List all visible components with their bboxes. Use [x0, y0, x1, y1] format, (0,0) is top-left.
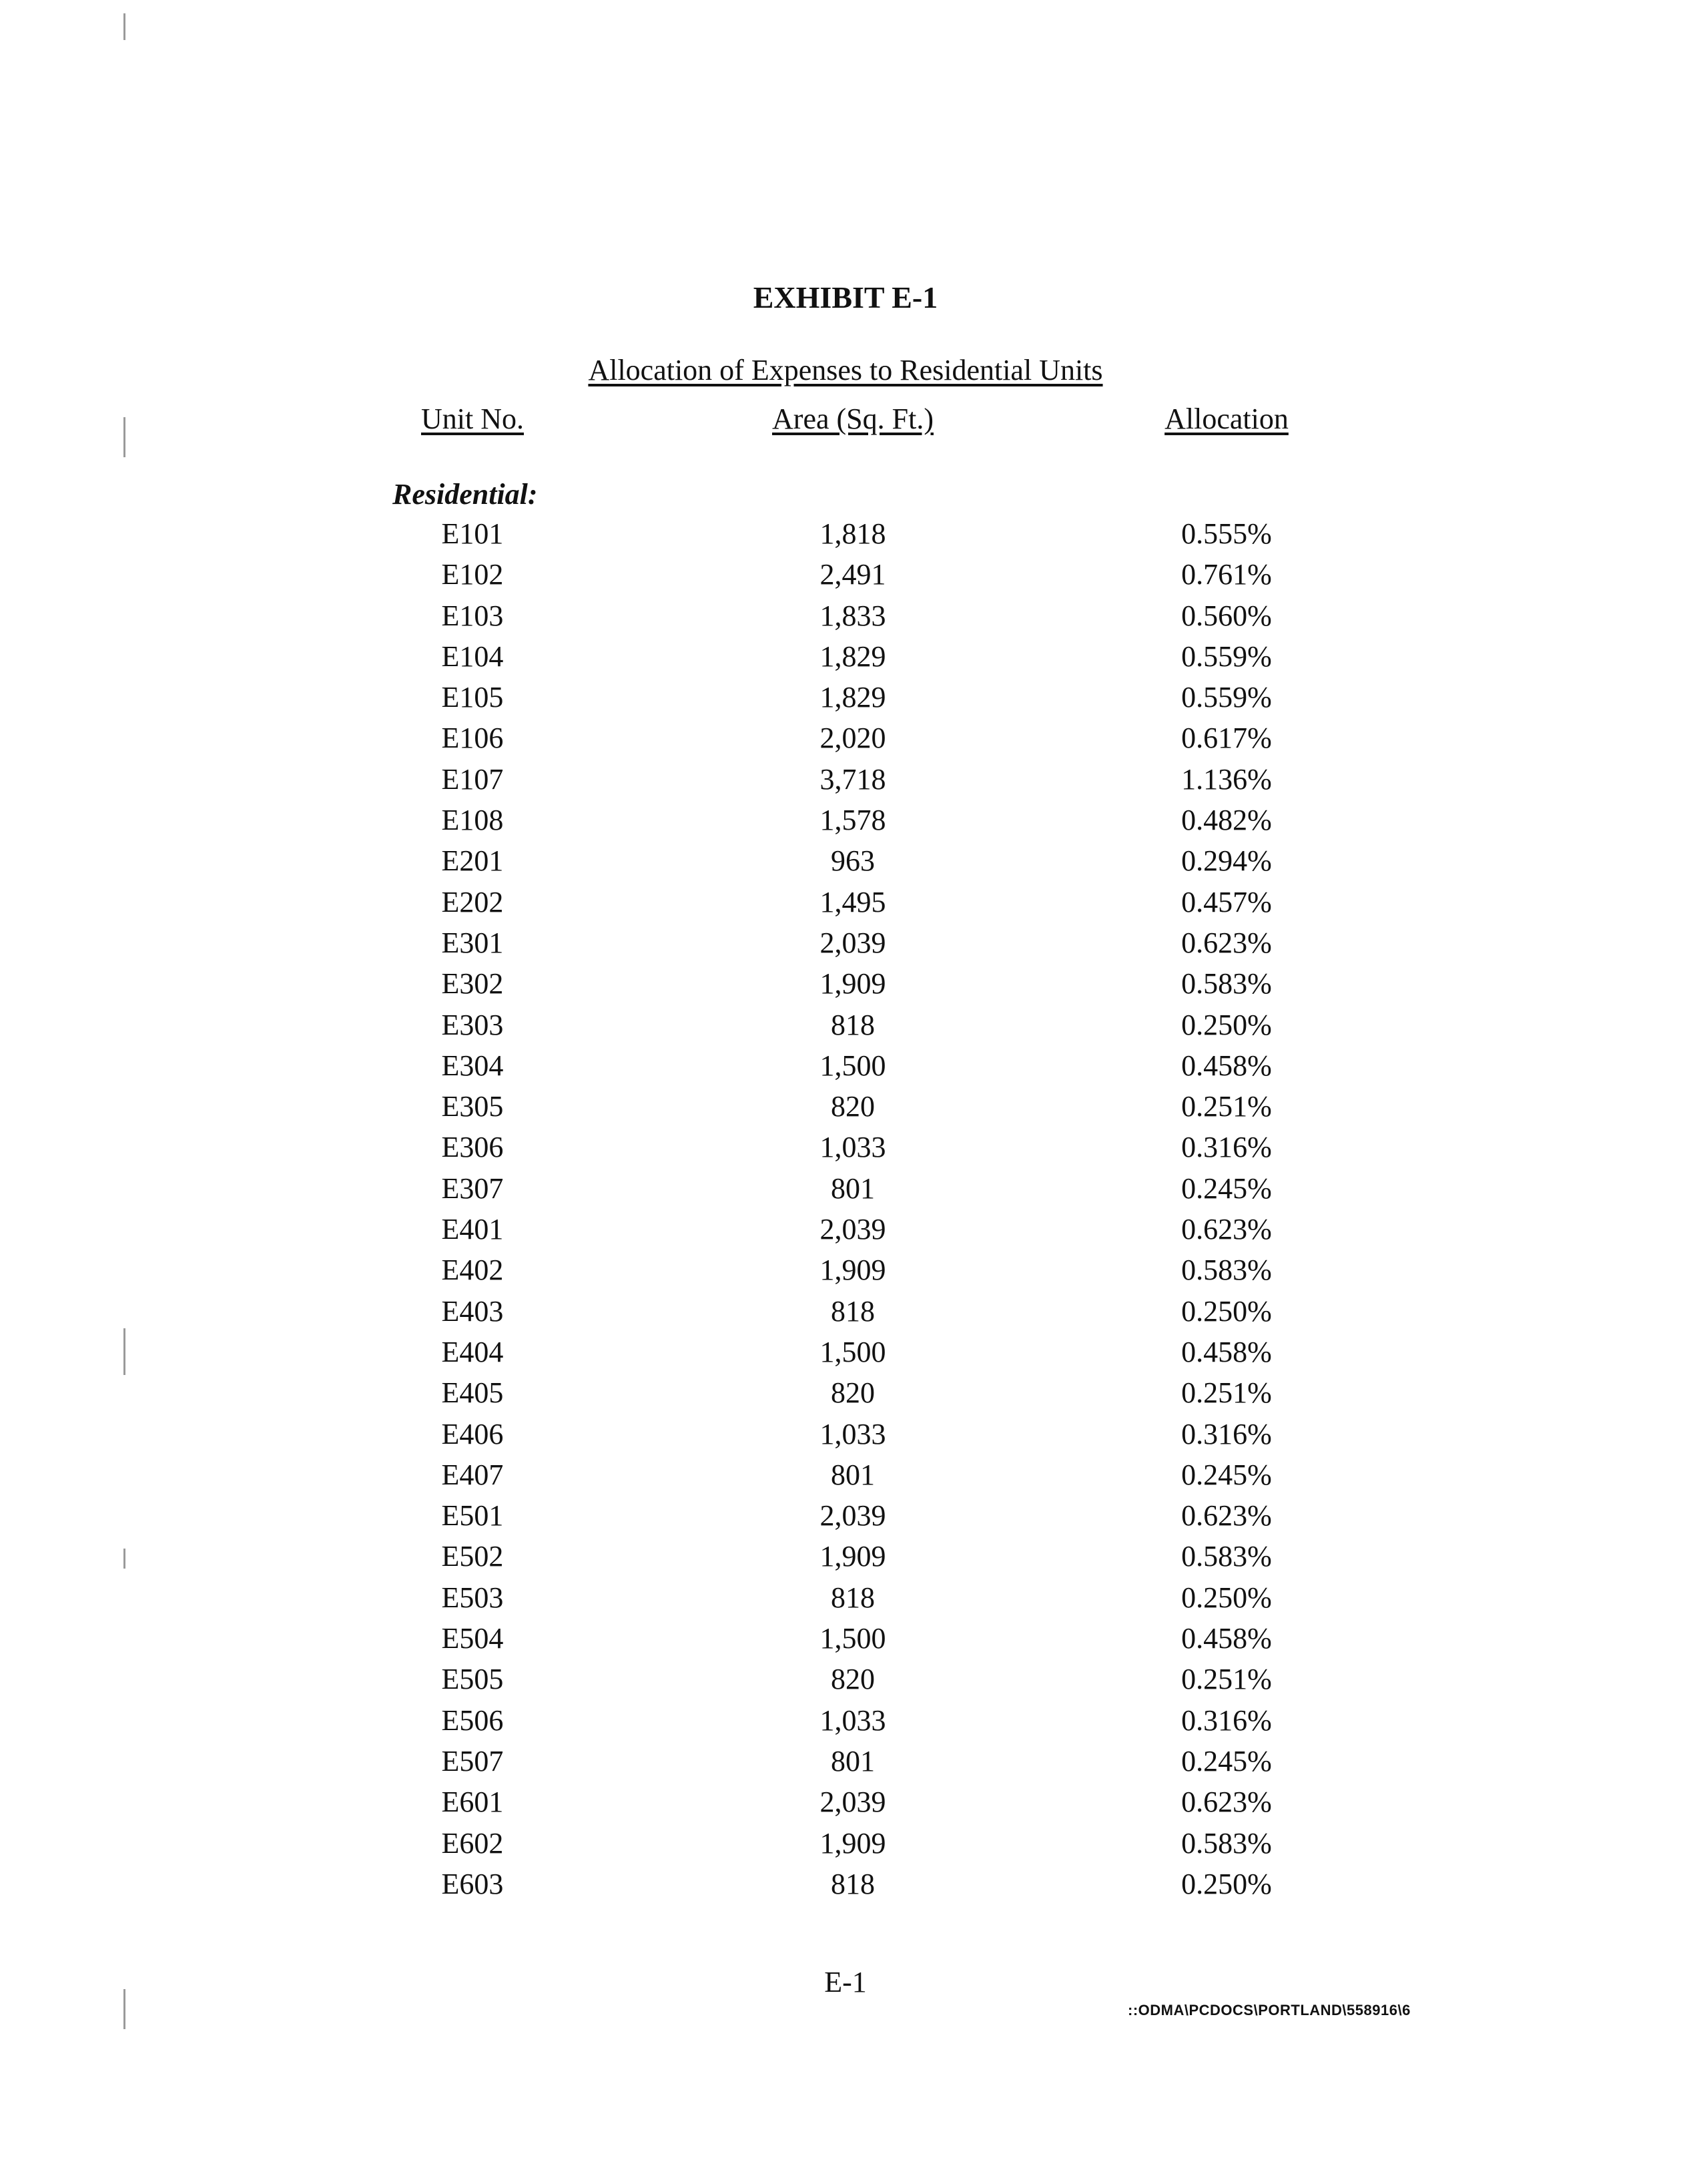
area-cell: 2,039 — [819, 1213, 886, 1246]
unit-no-cell: E202 — [441, 885, 504, 918]
table-row — [0, 1866, 1691, 1907]
unit-no-cell: E501 — [441, 1499, 504, 1533]
area-cell: 818 — [831, 1008, 875, 1041]
scan-speck — [123, 13, 125, 40]
scan-speck — [123, 1549, 125, 1569]
unit-no-cell: E503 — [441, 1581, 504, 1614]
table-row — [0, 1129, 1691, 1170]
allocation-cell: 0.250% — [1181, 1867, 1272, 1900]
area-cell: 1,500 — [819, 1622, 886, 1655]
table-row — [0, 843, 1691, 884]
scan-speck — [123, 1989, 125, 2029]
allocation-cell: 0.250% — [1181, 1581, 1272, 1614]
allocation-cell: 0.458% — [1181, 1335, 1272, 1368]
table-row — [0, 1171, 1691, 1211]
allocation-cell: 0.250% — [1181, 1294, 1272, 1328]
area-cell: 1,500 — [819, 1335, 886, 1368]
unit-no-cell: E403 — [441, 1294, 504, 1328]
scan-speck — [123, 1328, 125, 1375]
allocation-cell: 0.560% — [1181, 599, 1272, 632]
area-cell: 2,491 — [819, 558, 886, 591]
unit-no-cell: E502 — [441, 1540, 504, 1573]
table-subtitle: Allocation of Expenses to Residential Units — [588, 354, 1103, 386]
area-cell: 820 — [831, 1090, 875, 1123]
area-cell: 1,033 — [819, 1131, 886, 1164]
document-path: ::ODMA\PCDOCS\PORTLAND\558916\6 — [1128, 2002, 1411, 2018]
unit-no-cell: E304 — [441, 1049, 504, 1082]
unit-no-cell: E102 — [441, 558, 504, 591]
unit-no-cell: E507 — [441, 1744, 504, 1778]
table-row — [0, 1007, 1691, 1048]
unit-no-cell: E402 — [441, 1254, 504, 1287]
table-row — [0, 1703, 1691, 1743]
area-cell: 1,495 — [819, 885, 886, 918]
unit-no-cell: E303 — [441, 1008, 504, 1041]
table-row — [0, 516, 1691, 557]
area-cell: 1,909 — [819, 1540, 886, 1573]
table-row — [0, 1826, 1691, 1866]
area-cell: 1,818 — [819, 517, 886, 550]
unit-no-cell: E106 — [441, 722, 504, 755]
page-title: EXHIBIT E-1 — [753, 280, 938, 314]
column-header-allocation: Allocation — [1164, 402, 1289, 435]
unit-no-cell: E405 — [441, 1376, 504, 1410]
area-cell: 820 — [831, 1663, 875, 1696]
allocation-cell: 0.623% — [1181, 1786, 1272, 1819]
unit-no-cell: E107 — [441, 762, 504, 796]
table-row — [0, 802, 1691, 843]
table-row — [0, 1539, 1691, 1579]
unit-no-cell: E302 — [441, 967, 504, 1001]
unit-no-cell: E406 — [441, 1417, 504, 1450]
area-cell: 2,039 — [819, 926, 886, 959]
table-row — [0, 720, 1691, 761]
table-row — [0, 1252, 1691, 1293]
unit-no-cell: E101 — [441, 517, 504, 550]
table-row — [0, 1089, 1691, 1129]
table-row — [0, 884, 1691, 925]
area-cell: 801 — [831, 1171, 875, 1205]
allocation-cell: 0.559% — [1181, 681, 1272, 714]
allocation-cell: 0.457% — [1181, 885, 1272, 918]
table-row — [0, 1580, 1691, 1621]
unit-no-cell: E404 — [441, 1335, 504, 1368]
allocation-cell: 1.136% — [1181, 762, 1272, 796]
area-cell: 1,833 — [819, 599, 886, 632]
unit-no-cell: E105 — [441, 681, 504, 714]
area-cell: 818 — [831, 1867, 875, 1900]
table-row — [0, 1416, 1691, 1457]
area-cell: 1,033 — [819, 1703, 886, 1737]
allocation-cell: 0.458% — [1181, 1622, 1272, 1655]
table-row — [0, 1294, 1691, 1334]
table-row — [0, 1048, 1691, 1089]
column-header-unit-no: Unit No. — [421, 402, 524, 435]
area-cell: 1,909 — [819, 1826, 886, 1860]
area-cell: 818 — [831, 1294, 875, 1328]
table-row — [0, 1375, 1691, 1416]
section-label-residential: Residential: — [392, 478, 538, 511]
allocation-cell: 0.482% — [1181, 804, 1272, 837]
unit-no-cell: E504 — [441, 1622, 504, 1655]
unit-no-cell: E201 — [441, 844, 504, 878]
allocation-cell: 0.617% — [1181, 722, 1272, 755]
table-row — [0, 1211, 1691, 1252]
allocation-cell: 0.251% — [1181, 1090, 1272, 1123]
area-cell: 1,909 — [819, 1254, 886, 1287]
allocation-cell: 0.245% — [1181, 1744, 1272, 1778]
area-cell: 1,909 — [819, 967, 886, 1001]
table-row — [0, 1661, 1691, 1702]
unit-no-cell: E307 — [441, 1171, 504, 1205]
area-cell: 1,578 — [819, 804, 886, 837]
unit-no-cell: E407 — [441, 1458, 504, 1491]
allocation-cell: 0.583% — [1181, 967, 1272, 1001]
unit-no-cell: E305 — [441, 1090, 504, 1123]
unit-no-cell: E401 — [441, 1213, 504, 1246]
table-row — [0, 557, 1691, 597]
table-row — [0, 598, 1691, 639]
table-row — [0, 966, 1691, 1007]
table-row — [0, 679, 1691, 720]
allocation-cell: 0.251% — [1181, 1376, 1272, 1410]
table-row — [0, 1743, 1691, 1784]
area-cell: 2,020 — [819, 722, 886, 755]
area-cell: 818 — [831, 1581, 875, 1614]
area-cell: 1,829 — [819, 681, 886, 714]
unit-no-cell: E603 — [441, 1867, 504, 1900]
allocation-cell: 0.250% — [1181, 1008, 1272, 1041]
unit-no-cell: E602 — [441, 1826, 504, 1860]
area-cell: 801 — [831, 1744, 875, 1778]
unit-no-cell: E306 — [441, 1131, 504, 1164]
area-cell: 3,718 — [819, 762, 886, 796]
unit-no-cell: E108 — [441, 804, 504, 837]
allocation-cell: 0.316% — [1181, 1417, 1272, 1450]
area-cell: 801 — [831, 1458, 875, 1491]
table-row — [0, 925, 1691, 966]
unit-no-cell: E301 — [441, 926, 504, 959]
allocation-cell: 0.316% — [1181, 1131, 1272, 1164]
table-row — [0, 1457, 1691, 1498]
table-row — [0, 1784, 1691, 1825]
unit-no-cell: E103 — [441, 599, 504, 632]
area-cell: 820 — [831, 1376, 875, 1410]
allocation-cell: 0.583% — [1181, 1826, 1272, 1860]
allocation-table — [0, 516, 1691, 1907]
allocation-cell: 0.559% — [1181, 639, 1272, 673]
allocation-cell: 0.623% — [1181, 1499, 1272, 1533]
table-row — [0, 639, 1691, 679]
page-number: E-1 — [824, 1966, 867, 1998]
table-row — [0, 1334, 1691, 1375]
area-cell: 1,500 — [819, 1049, 886, 1082]
allocation-cell: 0.623% — [1181, 1213, 1272, 1246]
allocation-cell: 0.583% — [1181, 1254, 1272, 1287]
allocation-cell: 0.458% — [1181, 1049, 1272, 1082]
allocation-cell: 0.245% — [1181, 1458, 1272, 1491]
allocation-cell: 0.294% — [1181, 844, 1272, 878]
area-cell: 963 — [831, 844, 875, 878]
unit-no-cell: E601 — [441, 1786, 504, 1819]
area-cell: 2,039 — [819, 1499, 886, 1533]
allocation-cell: 0.245% — [1181, 1171, 1272, 1205]
allocation-cell: 0.623% — [1181, 926, 1272, 959]
scan-speck — [123, 417, 125, 457]
allocation-cell: 0.251% — [1181, 1663, 1272, 1696]
allocation-cell: 0.761% — [1181, 558, 1272, 591]
area-cell: 1,829 — [819, 639, 886, 673]
unit-no-cell: E104 — [441, 639, 504, 673]
area-cell: 2,039 — [819, 1786, 886, 1819]
allocation-cell: 0.583% — [1181, 1540, 1272, 1573]
area-cell: 1,033 — [819, 1417, 886, 1450]
unit-no-cell: E505 — [441, 1663, 504, 1696]
allocation-cell: 0.555% — [1181, 517, 1272, 550]
table-row — [0, 1621, 1691, 1661]
allocation-cell: 0.316% — [1181, 1703, 1272, 1737]
table-row — [0, 762, 1691, 802]
column-header-area: Area (Sq. Ft.) — [772, 402, 934, 435]
unit-no-cell: E506 — [441, 1703, 504, 1737]
table-row — [0, 1498, 1691, 1539]
